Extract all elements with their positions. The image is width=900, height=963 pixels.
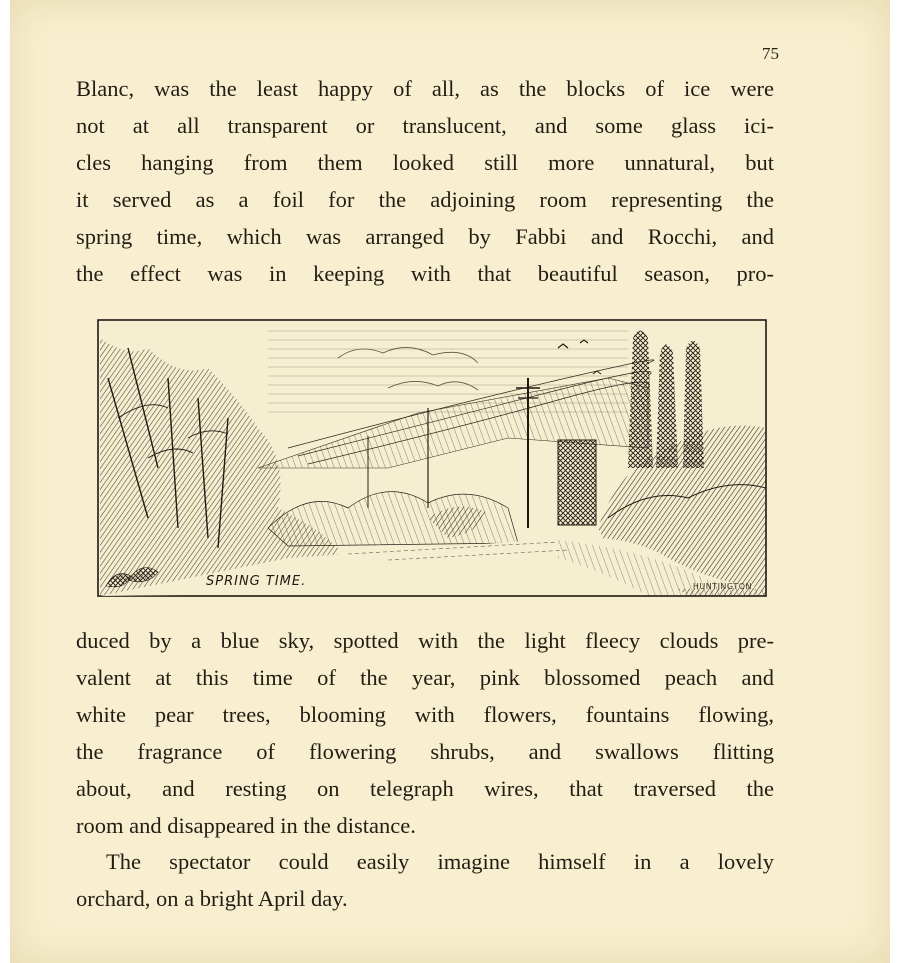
text-line: the effect was in keeping with that beautiful season, pro- <box>76 261 774 286</box>
text-line: not at all transparent or translucent, and some glass ici- <box>76 113 774 138</box>
paragraph-3 <box>76 843 774 917</box>
text-line: orchard, on a bright April day. <box>76 886 348 911</box>
engraver-signature: HUNTINGTON <box>692 582 752 591</box>
text-line: the fragrance of flowering shrubs, and swallows flitting <box>76 739 774 764</box>
text-line: duced by a blue sky, spotted with the light fleecy clouds pre- <box>76 628 774 653</box>
page-number: 75 <box>762 44 779 63</box>
text-line: cles hanging from them looked still more unnatural, but <box>76 150 774 175</box>
text-line: spring time, which was arranged by Fabbi and Rocchi, and <box>76 224 774 249</box>
engraving-artwork <box>88 318 772 602</box>
paragraph-1 <box>76 70 774 292</box>
paragraph-2 <box>76 622 774 844</box>
text-line: about, and resting on telegraph wires, that traversed the <box>76 776 774 801</box>
text-line: it served as a foil for the adjoining room representing the <box>76 187 774 212</box>
text-line: The spectator could easily imagine himself in a lovely <box>106 849 774 874</box>
text-line: white pear trees, blooming with flowers, fountains flowing, <box>76 702 774 727</box>
text-line: room and disappeared in the distance. <box>76 813 416 838</box>
text-line: Blanc, was the least happy of all, as the blocks of ice were <box>76 76 774 101</box>
book-page <box>10 0 890 963</box>
illustration-caption: SPRING TIME. <box>206 574 307 589</box>
spring-time-engraving <box>88 318 772 602</box>
text-line: valent at this time of the year, pink blossomed peach and <box>76 665 774 690</box>
